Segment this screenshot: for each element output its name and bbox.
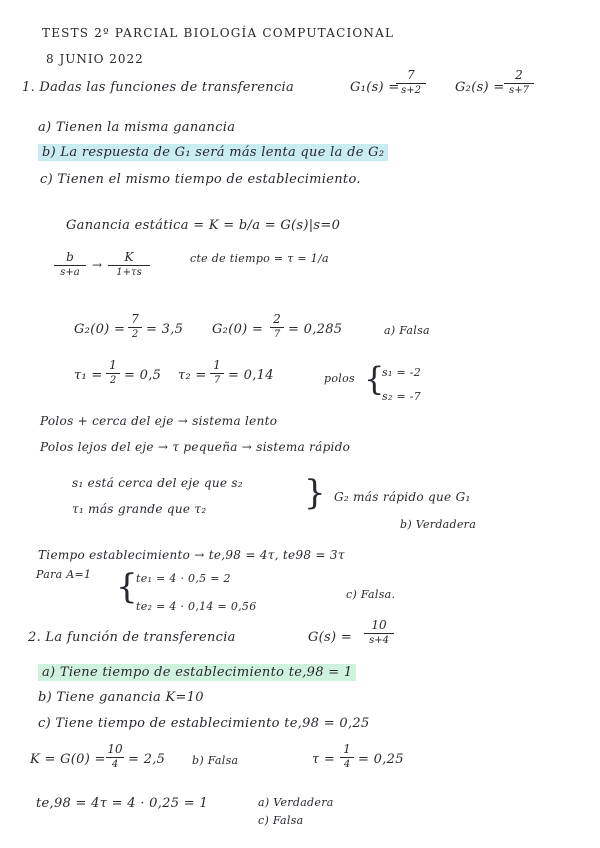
fraction-bar xyxy=(108,265,150,266)
q1-g2zero-num: 7 xyxy=(131,312,139,326)
q1-tau1-bigger-note: τ₁ más grande que τ₂ xyxy=(72,502,207,516)
q1-g2zero2-den: 7 xyxy=(273,329,281,340)
q2-tau-den: 4 xyxy=(343,759,351,770)
q1-g2zero-value: = 3,5 xyxy=(146,322,184,337)
q2-g-lhs: G(s) = xyxy=(308,630,353,645)
q1-option-c: c) Tienen el mismo tiempo de establecimiento. xyxy=(40,172,361,187)
left-brace-icon: { xyxy=(116,567,138,607)
q1-tau2-num: 1 xyxy=(213,358,221,372)
q1-option-b: b) La respuesta de G₁ será más lenta que la de G₂ xyxy=(38,144,388,161)
q1-tau1-num: 1 xyxy=(109,358,117,372)
q2-tau-lhs: τ = xyxy=(312,752,336,767)
arrow-icon: → xyxy=(92,258,103,272)
q1-form-fraction-2 xyxy=(108,250,150,279)
q2-g-fraction xyxy=(364,618,394,647)
q2-g-den: s+4 xyxy=(369,635,389,646)
q2-statement: 2. La función de transferencia xyxy=(28,630,236,645)
q1-g1-num: 7 xyxy=(407,68,415,82)
q1-far-axis-note: Polos lejos del eje → τ pequeña → sistema rápido xyxy=(40,440,351,454)
q2-k-fraction xyxy=(106,742,124,771)
q1-form-num-1: b xyxy=(66,250,74,264)
q1-g2zero-fraction xyxy=(128,312,142,341)
q1-form-den-2: 1+τs xyxy=(116,267,142,278)
q1-gain-definition: Ganancia estática = K = b/a = G(s)|s=0 xyxy=(66,218,341,233)
right-brace-icon: } xyxy=(304,473,326,513)
q1-g2zero-den: 2 xyxy=(131,329,139,340)
q1-for-a: Para A=1 xyxy=(36,568,92,581)
q1-pole-2: s₂ = -7 xyxy=(382,390,422,403)
q1-statement: 1. Dadas las funciones de transferencia xyxy=(22,80,295,95)
fraction-bar xyxy=(340,757,354,758)
q2-a-true: a) Verdadera xyxy=(258,796,334,809)
fraction-bar xyxy=(270,327,284,328)
fraction-bar xyxy=(106,757,124,758)
q1-g2zero2-value: = 0,285 xyxy=(288,322,343,337)
page-title: TESTS 2º PARCIAL BIOLOGÍA COMPUTACIONAL xyxy=(42,26,395,40)
q2-k-value: = 2,5 xyxy=(128,752,166,767)
q1-s1-near-note: s₁ está cerca del eje que s₂ xyxy=(72,476,243,490)
fraction-bar xyxy=(106,373,120,374)
q2-c-false: c) Falsa xyxy=(258,814,304,827)
fraction-bar xyxy=(364,633,394,634)
q1-g2zero2-num: 2 xyxy=(273,312,281,326)
q1-g2zero2-lhs: G₂(0) = xyxy=(212,322,264,337)
q1-g2-fraction xyxy=(504,68,534,97)
q1-tau1-lhs: τ₁ = xyxy=(74,368,103,383)
q1-poles-label: polos xyxy=(324,372,355,385)
q1-pole-1: s₁ = -2 xyxy=(382,366,422,379)
q2-te-calc: te,98 = 4τ = 4 · 0,25 = 1 xyxy=(36,796,208,811)
q1-b-true: b) Verdadera xyxy=(400,518,477,531)
q1-te2: te₂ = 4 · 0,14 = 0,56 xyxy=(136,600,257,613)
q2-option-a: a) Tiene tiempo de establecimiento te,98 = 1 xyxy=(38,664,356,681)
q1-a-false: a) Falsa xyxy=(384,324,430,337)
q1-g1-den: s+2 xyxy=(401,85,421,96)
q1-form-den-1: s+a xyxy=(60,267,80,278)
q1-g2-den: s+7 xyxy=(509,85,529,96)
q1-c-false: c) Falsa. xyxy=(346,588,396,601)
page-date: 8 JUNIO 2022 xyxy=(46,52,144,66)
fraction-bar xyxy=(504,83,534,84)
q1-tau2-den: 7 xyxy=(213,375,221,386)
fraction-bar xyxy=(128,327,142,328)
q1-g1-fraction xyxy=(396,68,426,97)
q1-tau1-value: = 0,5 xyxy=(124,368,162,383)
fraction-bar xyxy=(54,265,86,266)
left-brace-icon: { xyxy=(364,360,385,398)
q1-tau2-value: = 0,14 xyxy=(228,368,274,383)
q1-tau2-fraction xyxy=(210,358,224,387)
q2-tau-fraction xyxy=(340,742,354,771)
q2-g-num: 10 xyxy=(371,618,387,632)
q2-k-den: 4 xyxy=(111,759,119,770)
q1-form-num-2: K xyxy=(124,250,134,264)
q1-option-a: a) Tienen la misma ganancia xyxy=(38,120,236,135)
q2-tau-num: 1 xyxy=(343,742,351,756)
q2-tau-value: = 0,25 xyxy=(358,752,404,767)
q2-k-lhs: K = G(0) = xyxy=(30,752,106,767)
q1-g1-lhs: G₁(s) = xyxy=(350,80,400,95)
q1-settling-time: Tiempo establecimiento → te,98 = 4τ, te98 = 3τ xyxy=(38,548,345,562)
q1-g2-lhs: G₂(s) = xyxy=(455,80,505,95)
q1-te1: te₁ = 4 · 0,5 = 2 xyxy=(136,572,231,585)
q1-tau1-fraction xyxy=(106,358,120,387)
q1-near-axis-note: Polos + cerca del eje → sistema lento xyxy=(40,414,278,428)
q2-option-c: c) Tiene tiempo de establecimiento te,98 = 0,25 xyxy=(38,716,370,731)
fraction-bar xyxy=(396,83,426,84)
q1-form-fraction-1 xyxy=(54,250,86,279)
q1-g2zero2-fraction xyxy=(270,312,284,341)
q2-b-false: b) Falsa xyxy=(192,754,239,767)
q1-tau1-den: 2 xyxy=(109,375,117,386)
q1-time-constant-definition: cte de tiempo = τ = 1/a xyxy=(190,252,329,265)
q1-g2-faster-note: G₂ más rápido que G₁ xyxy=(334,490,471,504)
q1-g2zero-lhs: G₂(0) = xyxy=(74,322,126,337)
q1-g2-num: 2 xyxy=(515,68,523,82)
fraction-bar xyxy=(210,373,224,374)
q2-k-num: 10 xyxy=(107,742,123,756)
q2-option-b: b) Tiene ganancia K=10 xyxy=(38,690,204,705)
q1-tau2-lhs: τ₂ = xyxy=(178,368,207,383)
